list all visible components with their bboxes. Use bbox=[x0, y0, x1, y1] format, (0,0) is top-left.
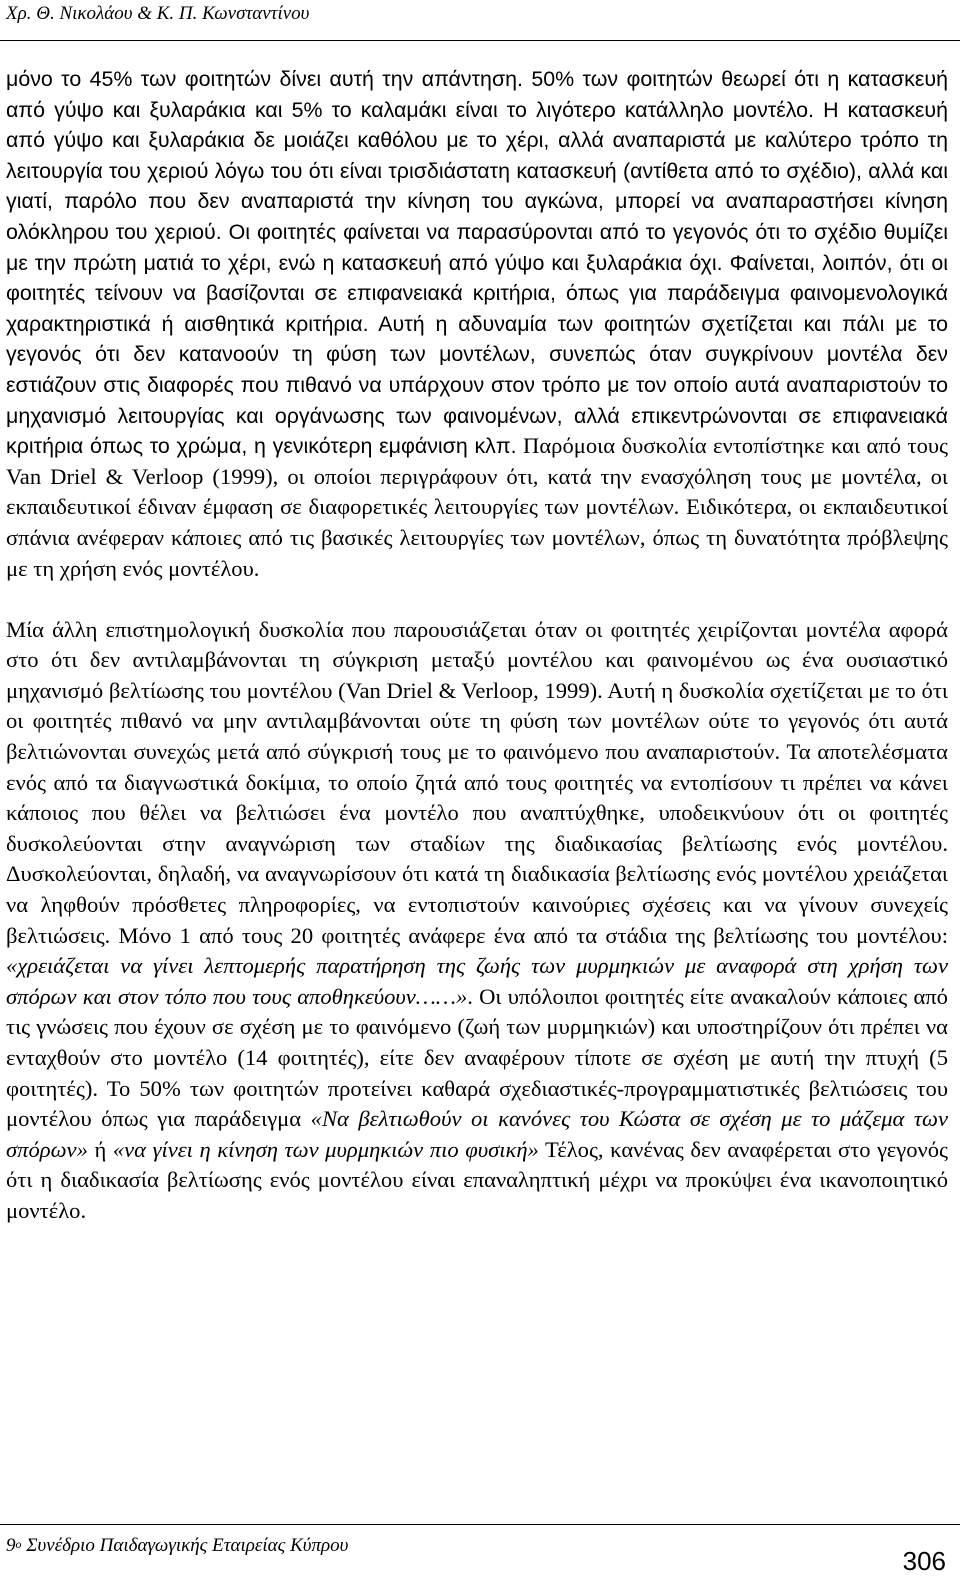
footer-rule bbox=[0, 1524, 960, 1525]
text-run: Τέλος, κανένας δεν αναφέρεται στο γεγονός ότι η διαδικασία βελτίωσης ενός μοντέλου είναι επαναληπτική μέχρι να προκύψει ένα ικανοποιητικό μοντέλο. bbox=[6, 1136, 948, 1223]
header-rule bbox=[0, 40, 960, 41]
quote: «Να βελτιωθούν οι κανόνες του Κώστα σε σχέση με το μάζεμα των σπόρων» bbox=[6, 1106, 948, 1162]
page-number: 306 bbox=[902, 1546, 946, 1576]
ordinal-suffix: ο bbox=[15, 1537, 22, 1551]
text-run: . Οι υπόλοιποι φοιτητές είτε ανακαλούν κάποιες από τις γνώσεις που έχουν σε σχέση με το φαινόμενο (ζωή των μυρμηκιών) και υποστηρίζουν ότι πρέπει να ενταχθούν στο μοντέλο (14 φοιτητές), είτε δεν αναφέρουν τίποτε σε σχέση με αυτή την πτυχή (5 φοιτητές). Το 50% των φοιτητών προτείνει καθαρά σχεδιαστικές-προγραμματιστικές βελτιώσεις του μοντέλου όπως για παράδειγμα bbox=[6, 983, 948, 1132]
paragraph bbox=[6, 64, 948, 584]
text-run: μόνο το 45% των φοιτητών δίνει αυτή την απάντηση. 50% των φοιτητών θεωρεί ότι η κατασκευή από γύψο και ξυλαράκια και 5% το καλαμάκι είναι το λιγότερο κατάλληλο μοντέλο. Η κατασκευή από γύψο και ξυλαράκια δε μοιάζει καθόλου με το χέρι, αλλά αναπαριστά με καλύτερο τρόπο τη λειτουργία του χεριού λόγω του ότι είναι τρισδιάστατη κατασκευή (αντίθετα από το σχέδιο), αλλά και γιατί, παρόλο που δεν αναπαριστά την κίνηση του αγκώνα, μπορεί να αναπαραστήσει κίνηση ολόκληρου του χεριού. bbox=[6, 67, 948, 244]
running-footer bbox=[6, 1534, 348, 1558]
conference-name: Συνέδριο Παιδαγωγικής Εταιρείας Κύπρου bbox=[21, 1535, 349, 1556]
body-text bbox=[6, 64, 948, 1227]
quote: «να γίνει η κίνηση των μυρμηκιών πιο φυσική» bbox=[112, 1136, 539, 1162]
text-run: Παρόμοια δυσκολία εντοπίστηκε και από τους Van Driel & Verloop (1999), οι οποίοι περιγράφουν ότι, κατά την ενασχόληση τους με μοντέλα, οι εκπαιδευτικοί έδιναν έμφαση σε διαφορετικές λειτουργίες των μοντέλων. Ειδικότερα, οι εκπαιδευτικοί σπάνια ανέφεραν κάποιες από τις βασικές λειτουργίες των μοντέλων, όπως τη δυνατότητα πρόβλεψης με τη χρήση ενός μοντέλου. bbox=[6, 433, 948, 581]
running-header: Χρ. Θ. Νικολάου & Κ. Π. Κωνσταντίνου bbox=[6, 3, 310, 24]
text-run: Μία άλλη επιστημολογική δυσκολία που παρουσιάζεται όταν οι φοιτητές χειρίζονται μοντέλα αφορά στο ότι δεν αντιλαμβάνονται τη σύγκριση μεταξύ μοντέλου και φαινομένου ως ένα ουσιαστικό μηχανισμό βελτίωσης του μοντέλου (Van Driel & Verloop, 1999). Αυτή η δυσκολία σχετίζεται με το ότι οι φοιτητές πιθανό να μην αντιλαμβάνονται ούτε τη φύση των μοντέλων ούτε το γεγονός ότι αυτά βελτιώνονται συνεχώς μετά από σύγκρισή τους με το φαινόμενο που αναπαριστούν. Τα αποτελέσματα ενός από τα διαγνωστικά δοκίμια, το οποίο ζητά από τους φοιτητές να εντοπίσουν τι πρέπει να κάνει κάποιος που θέλει να βελτιώσει ένα μοντέλο που αναπτύχθηκε, υποδεικνύουν ότι οι φοιτητές δυσκολεύονται στην αναγνώριση των σταδίων της διαδικασίας βελτίωσης ενός μοντέλου. Δυσκολεύονται, δηλαδή, να αναγνωρίσουν ότι κατά τη διαδικασία βελτίωσης ενός μοντέλου χρειάζεται να ληφθούν πρόσθετες πληροφορίες, να εντοπιστούν καινούριες σχέσεις και να γίνουν συνεχείς βελτιώσεις. Μόνο 1 από τους 20 φοιτητές ανάφερε ένα από τα στάδια της βελτίωσης του μοντέλου: bbox=[6, 616, 948, 948]
text-run: Αυτή η αδυναμία των φοιτητών σχετίζεται και πάλι με το γεγονός ότι δεν κατανοούν τη φύση των μοντέλων, συνεπώς όταν συγκρίνουν μοντέλα δεν εστιάζουν στις διαφορές που πιθανό να υπάρχουν στον τρόπο με τον οποίο αυτά αναπαριστούν το μηχανισμό λειτουργίας και οργάνωσης των φαινομένων, αλλά επικεντρώνονται σε επιφανειακά κριτήρια όπως το χρώμα, η γενικότερη εμφάνιση κλπ. bbox=[6, 311, 948, 459]
text-run: ή bbox=[87, 1136, 113, 1162]
text-run: Οι φοιτητές φαίνεται να παρασύρονται από το γεγονός ότι το σχέδιο θυμίζει με την πρώτη ματιά το χέρι, ενώ η κατασκευή από γύψο και ξυλαράκια όχι. bbox=[6, 219, 948, 275]
conference-number: 9 bbox=[6, 1535, 16, 1556]
quote: «χρειάζεται να γίνει λεπτομερής παρατήρηση της ζωής των μυρμηκιών με αναφορά στη χρήση των σπόρων και στον τόπο που τους αποθηκεύουν……» bbox=[6, 953, 948, 1009]
paragraph bbox=[6, 615, 948, 1227]
text-run: Φαίνεται, λοιπόν, ότι οι φοιτητές τείνουν να βασίζονται σε επιφανειακά κριτήρια, όπως για παράδειγμα φαινομενολογικά χαρακτηριστικά ή αισθητικά κριτήρια. bbox=[6, 250, 948, 336]
